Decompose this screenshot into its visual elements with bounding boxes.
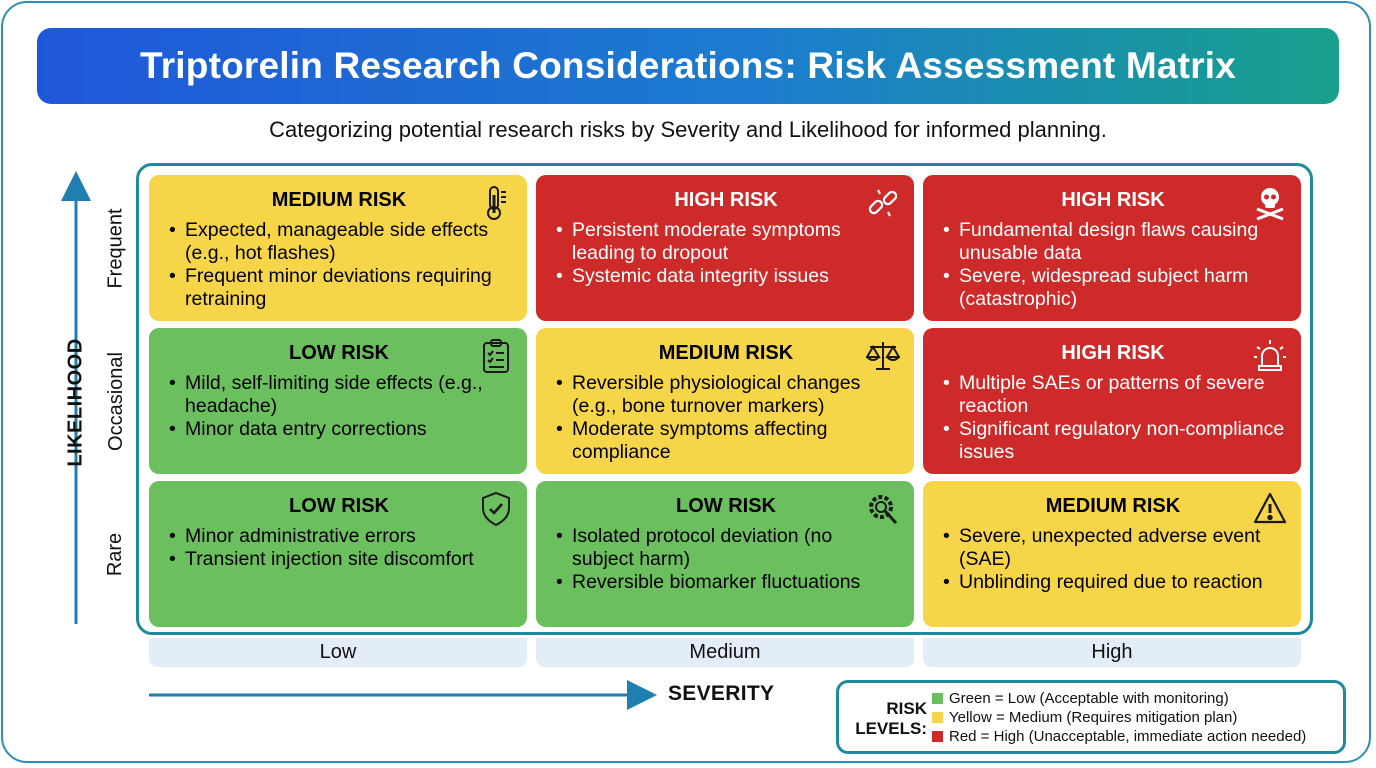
matrix-cell-occasional-low [149, 328, 527, 474]
risk-items [554, 372, 898, 464]
page-title: Triptorelin Research Considerations: Risk Assessment Matrix [139, 45, 1237, 86]
legend-title: RISK LEVELS: [855, 699, 927, 738]
risk-items [554, 219, 898, 288]
matrix-cell-rare-high [923, 481, 1301, 627]
risk-item: • Expected, manageable side effects (e.g., hot flashes) [167, 219, 511, 265]
risk-item: • Unblinding required due to reaction [941, 571, 1285, 594]
risk-item: • Frequent minor deviations requiring retraining [167, 265, 511, 311]
risk-item: • Minor data entry corrections [167, 418, 511, 441]
row-label-occasional: Occasional [104, 351, 127, 451]
matrix-cell-frequent-low [149, 175, 527, 321]
column-label-high: High [923, 638, 1301, 667]
matrix-cell-frequent-high [923, 175, 1301, 321]
risk-items [167, 525, 511, 571]
legend-swatch [932, 693, 943, 704]
row-label-rare: Rare [104, 532, 127, 576]
risk-levels-legend [836, 680, 1346, 754]
risk-item: • Systemic data integrity issues [554, 265, 898, 288]
thermometer-icon [479, 185, 513, 221]
risk-label: HIGH RISK [674, 189, 778, 211]
legend-item-green: Green = Low (Acceptable with monitoring) [932, 690, 1229, 707]
risk-item: • Persistent moderate symptoms leading to dropout [554, 219, 898, 265]
risk-items [167, 372, 511, 441]
risk-item: • Reversible physiological changes (e.g., bone turnover markers) [554, 372, 898, 418]
legend-swatch [932, 731, 943, 742]
risk-item: • Minor administrative errors [167, 525, 511, 548]
risk-item: • Mild, self-limiting side effects (e.g., headache) [167, 372, 511, 418]
risk-items [941, 219, 1285, 311]
column-label-low: Low [149, 638, 527, 667]
risk-item: • Moderate symptoms affecting compliance [554, 418, 898, 464]
risk-label: MEDIUM RISK [1045, 495, 1181, 517]
legend-item-yellow: Yellow = Medium (Requires mitigation plan) [932, 709, 1237, 726]
matrix-cell-frequent-medium [536, 175, 914, 321]
risk-label: MEDIUM RISK [658, 342, 794, 364]
matrix-cell-rare-medium [536, 481, 914, 627]
legend-swatch [932, 712, 943, 723]
matrix-cell-rare-low [149, 481, 527, 627]
broken-link-icon [866, 185, 900, 221]
risk-item: • Severe, unexpected adverse event (SAE) [941, 525, 1285, 571]
risk-label: LOW RISK [676, 495, 776, 517]
likelihood-axis-label: LIKELIHOOD [64, 337, 87, 467]
risk-items [941, 372, 1285, 464]
risk-item: • Significant regulatory non-compliance issues [941, 418, 1285, 464]
balance-scale-icon [866, 338, 900, 374]
risk-label: HIGH RISK [1061, 342, 1165, 364]
risk-item: • Severe, widespread subject harm (catastrophic) [941, 265, 1285, 311]
risk-label: MEDIUM RISK [271, 189, 407, 211]
clipboard-checklist-icon [479, 338, 513, 374]
risk-label: HIGH RISK [1061, 189, 1165, 211]
risk-items [554, 525, 898, 594]
column-label-medium: Medium [536, 638, 914, 667]
risk-item: • Multiple SAEs or patterns of severe reaction [941, 372, 1285, 418]
alarm-light-icon [1253, 338, 1287, 374]
shield-check-icon [479, 491, 513, 527]
matrix-cell-occasional-high [923, 328, 1301, 474]
risk-item: • Isolated protocol deviation (no subject harm) [554, 525, 898, 571]
risk-items [167, 219, 511, 311]
risk-items [941, 525, 1285, 594]
page-subtitle: Categorizing potential research risks by Severity and Likelihood for informed planning. [269, 117, 1107, 142]
risk-item: • Reversible biomarker fluctuations [554, 571, 898, 594]
risk-item: • Transient injection site discomfort [167, 548, 511, 571]
warning-triangle-icon [1253, 491, 1287, 527]
risk-label: LOW RISK [289, 495, 389, 517]
risk-label: LOW RISK [289, 342, 389, 364]
gear-search-icon [866, 491, 900, 527]
severity-axis-label: SEVERITY [668, 682, 775, 705]
legend-item-red: Red = High (Unacceptable, immediate action needed) [932, 728, 1306, 745]
row-label-frequent: Frequent [104, 207, 127, 289]
skull-crossbones-icon [1253, 185, 1287, 221]
risk-item: • Fundamental design flaws causing unusable data [941, 219, 1285, 265]
matrix-cell-occasional-medium [536, 328, 914, 474]
